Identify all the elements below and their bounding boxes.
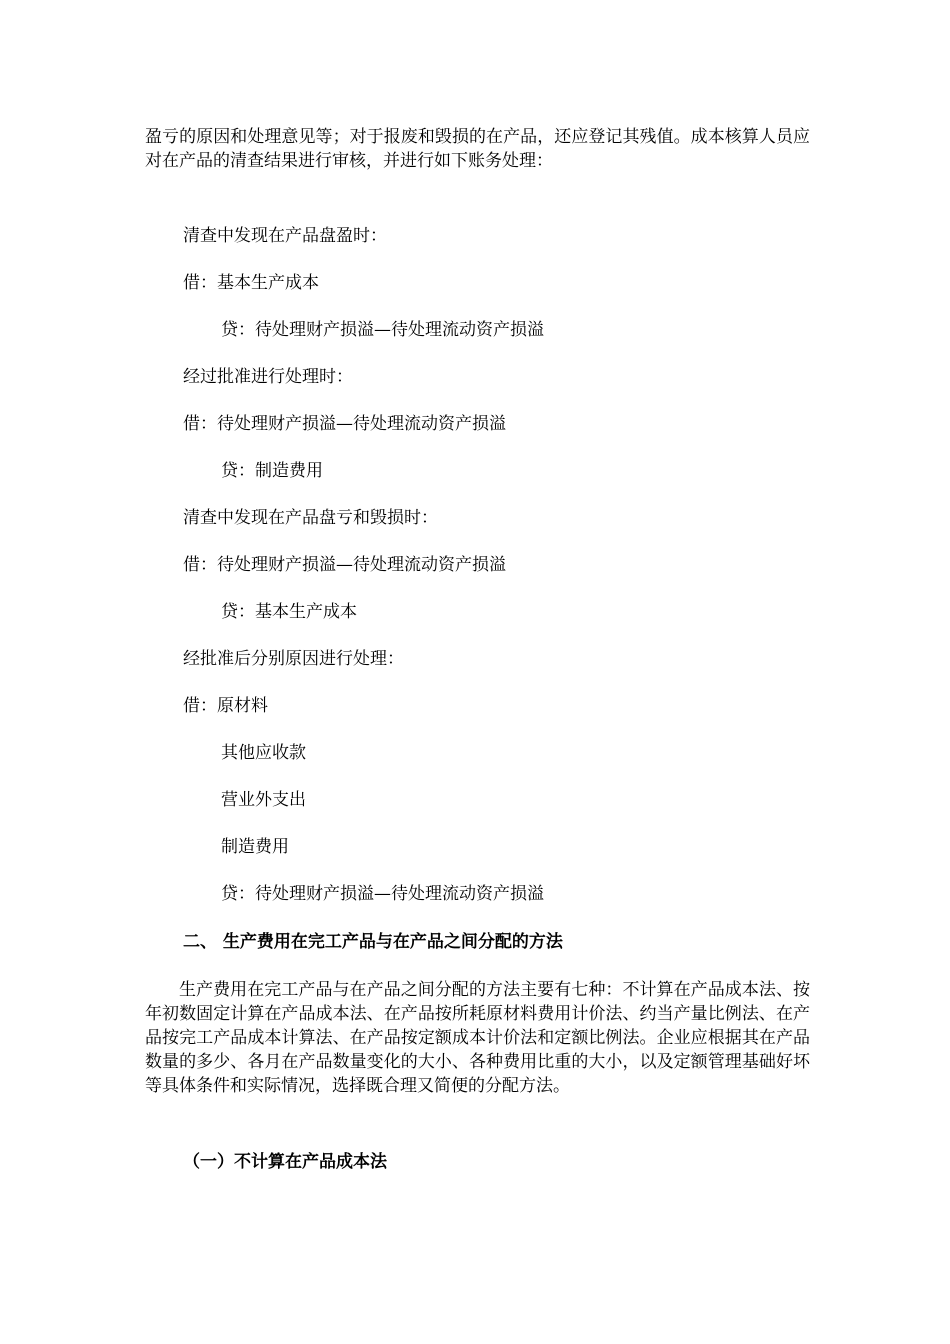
entry-other-receivables: 其他应收款 <box>221 743 306 763</box>
entry-credit-pending-loss: 贷：待处理财产损溢—待处理流动资产损溢 <box>221 320 544 340</box>
entry-surplus-found: 清查中发现在产品盘盈时： <box>183 226 387 246</box>
entry-credit-production-cost: 贷：基本生产成本 <box>221 602 357 622</box>
section-paragraph: 生产费用在完工产品与在产品之间分配的方法主要有七种：不计算在产品成本法、按年初数固定计算在产品成本法、在产品按所耗原材料费用计价法、约当产量比例法、在产品按完工产品成本计算法、在产品按定额成本计价法和定额比例法。企业应根据其在产品数量的多少、各月在产品数量变化的大小、各种费用比重的大小，以及定额管理基础好坏等具体条件和实际情况，选择既合理又简便的分配方法。 <box>145 980 810 1096</box>
intro-paragraph: 盈亏的原因和处理意见等；对于报废和毁损的在产品，还应登记其残值。成本核算人员应对在产品的清查结果进行审核，并进行如下账务处理： <box>145 127 810 171</box>
entry-credit-manufacturing-overhead: 贷：制造费用 <box>221 461 323 481</box>
entry-shortage-found: 清查中发现在产品盘亏和毁损时： <box>183 508 438 528</box>
section-heading: 二、 生产费用在完工产品与在产品之间分配的方法 <box>183 932 563 952</box>
entry-approved-by-cause: 经批准后分别原因进行处理： <box>183 649 404 669</box>
entry-credit-pending-loss-2: 贷：待处理财产损溢—待处理流动资产损溢 <box>221 884 544 904</box>
entry-non-operating-expenses: 营业外支出 <box>221 790 306 810</box>
entry-debit-production-cost: 借：基本生产成本 <box>183 273 319 293</box>
entry-after-approval: 经过批准进行处理时： <box>183 367 353 387</box>
subsection-heading: （一）不计算在产品成本法 <box>183 1152 387 1172</box>
entry-manufacturing-overhead: 制造费用 <box>221 837 289 857</box>
entry-debit-raw-materials: 借：原材料 <box>183 696 268 716</box>
entry-debit-pending-loss: 借：待处理财产损溢—待处理流动资产损溢 <box>183 414 506 434</box>
entry-debit-pending-loss-2: 借：待处理财产损溢—待处理流动资产损溢 <box>183 555 506 575</box>
